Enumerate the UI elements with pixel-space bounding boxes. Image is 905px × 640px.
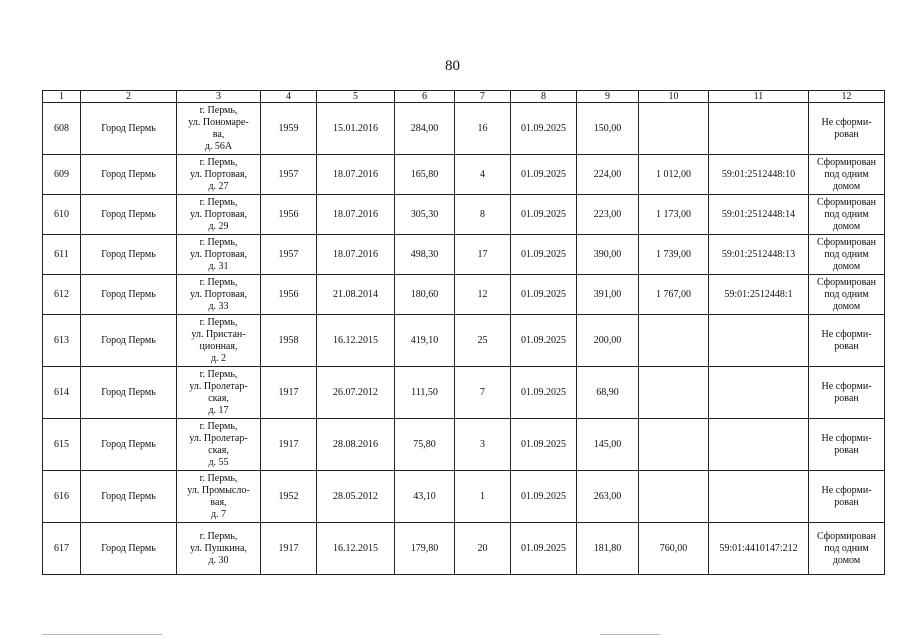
column-number: 11: [709, 91, 809, 103]
rate-cell: 68,90: [577, 367, 639, 419]
land-plot-status-cell: Сформирован под одним домом: [809, 195, 885, 235]
rate-cell: 263,00: [577, 471, 639, 523]
relocation-date-cell: 01.09.2025: [511, 523, 577, 575]
land-plot-status-cell: Сформирован под одним домом: [809, 155, 885, 195]
area-cell: 43,10: [395, 471, 455, 523]
page-number: 80: [445, 58, 460, 74]
scan-edge-line: [42, 634, 162, 635]
column-number: 3: [177, 91, 261, 103]
area-cell: 111,50: [395, 367, 455, 419]
rate-cell: 200,00: [577, 315, 639, 367]
cadastral-number-cell: 59:01:2512448:13: [709, 235, 809, 275]
column-number: 10: [639, 91, 709, 103]
cadastral-number-cell: 59:01:4410147:212: [709, 523, 809, 575]
residents-cell: 12: [455, 275, 511, 315]
address-cell: г. Пермь, ул. Пушкина, д. 30: [177, 523, 261, 575]
date-cell: 26.07.2012: [317, 367, 395, 419]
land-area-cell: 1 012,00: [639, 155, 709, 195]
column-number: 8: [511, 91, 577, 103]
cadastral-number-cell: [709, 471, 809, 523]
residents-cell: 16: [455, 103, 511, 155]
municipality-cell: Город Пермь: [81, 471, 177, 523]
year-built-cell: 1917: [261, 367, 317, 419]
cadastral-number-cell: 59:01:2512448:1: [709, 275, 809, 315]
residents-cell: 17: [455, 235, 511, 275]
municipality-cell: Город Пермь: [81, 103, 177, 155]
date-cell: 18.07.2016: [317, 235, 395, 275]
row-number-cell: 615: [43, 419, 81, 471]
relocation-date-cell: 01.09.2025: [511, 235, 577, 275]
year-built-cell: 1956: [261, 275, 317, 315]
row-number-cell: 610: [43, 195, 81, 235]
date-cell: 28.08.2016: [317, 419, 395, 471]
land-area-cell: 1 767,00: [639, 275, 709, 315]
residents-cell: 7: [455, 367, 511, 419]
cadastral-number-cell: 59:01:2512448:10: [709, 155, 809, 195]
date-cell: 21.08.2014: [317, 275, 395, 315]
area-cell: 75,80: [395, 419, 455, 471]
column-number: 1: [43, 91, 81, 103]
relocation-date-cell: 01.09.2025: [511, 275, 577, 315]
date-cell: 16.12.2015: [317, 315, 395, 367]
address-cell: г. Пермь, ул. Пономаре- ва, д. 56А: [177, 103, 261, 155]
rate-cell: 391,00: [577, 275, 639, 315]
municipality-cell: Город Пермь: [81, 235, 177, 275]
year-built-cell: 1917: [261, 419, 317, 471]
column-number-row: [43, 91, 885, 103]
residents-cell: 3: [455, 419, 511, 471]
cadastral-number-cell: [709, 315, 809, 367]
area-cell: 305,30: [395, 195, 455, 235]
relocation-date-cell: 01.09.2025: [511, 103, 577, 155]
municipality-cell: Город Пермь: [81, 155, 177, 195]
residents-cell: 25: [455, 315, 511, 367]
relocation-date-cell: 01.09.2025: [511, 471, 577, 523]
year-built-cell: 1957: [261, 235, 317, 275]
column-number: 5: [317, 91, 395, 103]
residents-cell: 4: [455, 155, 511, 195]
row-number-cell: 608: [43, 103, 81, 155]
table-row: [43, 471, 885, 523]
cadastral-number-cell: [709, 419, 809, 471]
row-number-cell: 616: [43, 471, 81, 523]
land-area-cell: [639, 471, 709, 523]
relocation-date-cell: 01.09.2025: [511, 195, 577, 235]
column-number: 2: [81, 91, 177, 103]
column-number: 6: [395, 91, 455, 103]
year-built-cell: 1956: [261, 195, 317, 235]
date-cell: 18.07.2016: [317, 195, 395, 235]
table-row: [43, 155, 885, 195]
table-row: [43, 419, 885, 471]
land-area-cell: 760,00: [639, 523, 709, 575]
year-built-cell: 1959: [261, 103, 317, 155]
table-row: [43, 235, 885, 275]
rate-cell: 150,00: [577, 103, 639, 155]
row-number-cell: 611: [43, 235, 81, 275]
relocation-date-cell: 01.09.2025: [511, 155, 577, 195]
land-area-cell: 1 173,00: [639, 195, 709, 235]
address-cell: г. Пермь, ул. Портовая, д. 29: [177, 195, 261, 235]
row-number-cell: 617: [43, 523, 81, 575]
rate-cell: 223,00: [577, 195, 639, 235]
area-cell: 284,00: [395, 103, 455, 155]
land-plot-status-cell: Сформирован под одним домом: [809, 275, 885, 315]
housing-register-table: [42, 90, 885, 575]
column-number: 12: [809, 91, 885, 103]
table-row: [43, 523, 885, 575]
address-cell: г. Пермь, ул. Пристан- ционная, д. 2: [177, 315, 261, 367]
row-number-cell: 613: [43, 315, 81, 367]
area-cell: 165,80: [395, 155, 455, 195]
municipality-cell: Город Пермь: [81, 195, 177, 235]
land-plot-status-cell: Сформирован под одним домом: [809, 523, 885, 575]
date-cell: 16.12.2015: [317, 523, 395, 575]
year-built-cell: 1957: [261, 155, 317, 195]
municipality-cell: Город Пермь: [81, 523, 177, 575]
municipality-cell: Город Пермь: [81, 275, 177, 315]
year-built-cell: 1958: [261, 315, 317, 367]
column-number: 7: [455, 91, 511, 103]
land-plot-status-cell: Не сформи- рован: [809, 367, 885, 419]
year-built-cell: 1917: [261, 523, 317, 575]
address-cell: г. Пермь, ул. Портовая, д. 27: [177, 155, 261, 195]
table-row: [43, 315, 885, 367]
table-row: [43, 275, 885, 315]
cadastral-number-cell: 59:01:2512448:14: [709, 195, 809, 235]
address-cell: г. Пермь, ул. Портовая, д. 31: [177, 235, 261, 275]
area-cell: 419,10: [395, 315, 455, 367]
land-plot-status-cell: Сформирован под одним домом: [809, 235, 885, 275]
area-cell: 179,80: [395, 523, 455, 575]
table-row: [43, 195, 885, 235]
land-plot-status-cell: Не сформи- рован: [809, 315, 885, 367]
rate-cell: 224,00: [577, 155, 639, 195]
relocation-date-cell: 01.09.2025: [511, 315, 577, 367]
cadastral-number-cell: [709, 103, 809, 155]
rate-cell: 181,80: [577, 523, 639, 575]
address-cell: г. Пермь, ул. Промысло- вая, д. 7: [177, 471, 261, 523]
date-cell: 15.01.2016: [317, 103, 395, 155]
address-cell: г. Пермь, ул. Портовая, д. 33: [177, 275, 261, 315]
column-number: 9: [577, 91, 639, 103]
column-number: 4: [261, 91, 317, 103]
area-cell: 180,60: [395, 275, 455, 315]
land-plot-status-cell: Не сформи- рован: [809, 103, 885, 155]
land-area-cell: [639, 367, 709, 419]
table-row: [43, 367, 885, 419]
municipality-cell: Город Пермь: [81, 315, 177, 367]
rate-cell: 145,00: [577, 419, 639, 471]
land-plot-status-cell: Не сформи- рован: [809, 419, 885, 471]
year-built-cell: 1952: [261, 471, 317, 523]
address-cell: г. Пермь, ул. Пролетар- ская, д. 55: [177, 419, 261, 471]
residents-cell: 1: [455, 471, 511, 523]
relocation-date-cell: 01.09.2025: [511, 419, 577, 471]
table-row: [43, 103, 885, 155]
row-number-cell: 612: [43, 275, 81, 315]
row-number-cell: 614: [43, 367, 81, 419]
scan-edge-line: [600, 634, 660, 635]
residents-cell: 20: [455, 523, 511, 575]
residents-cell: 8: [455, 195, 511, 235]
date-cell: 28.05.2012: [317, 471, 395, 523]
land-area-cell: 1 739,00: [639, 235, 709, 275]
municipality-cell: Город Пермь: [81, 419, 177, 471]
date-cell: 18.07.2016: [317, 155, 395, 195]
area-cell: 498,30: [395, 235, 455, 275]
land-area-cell: [639, 315, 709, 367]
relocation-date-cell: 01.09.2025: [511, 367, 577, 419]
cadastral-number-cell: [709, 367, 809, 419]
land-plot-status-cell: Не сформи- рован: [809, 471, 885, 523]
row-number-cell: 609: [43, 155, 81, 195]
address-cell: г. Пермь, ул. Пролетар- ская, д. 17: [177, 367, 261, 419]
municipality-cell: Город Пермь: [81, 367, 177, 419]
rate-cell: 390,00: [577, 235, 639, 275]
land-area-cell: [639, 103, 709, 155]
land-area-cell: [639, 419, 709, 471]
